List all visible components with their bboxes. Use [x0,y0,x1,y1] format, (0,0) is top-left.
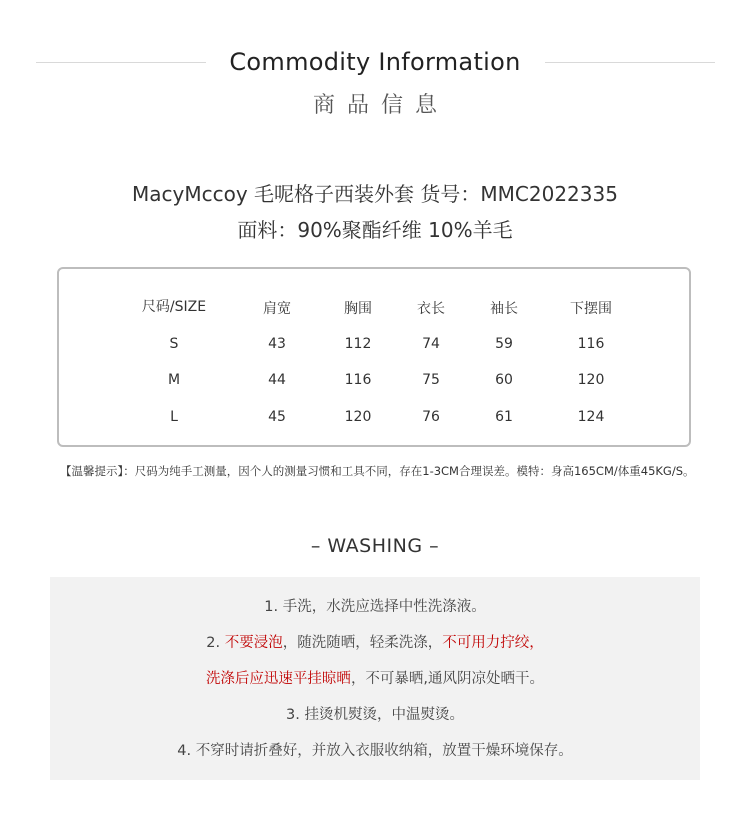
washing-warning-no-soak: 不要浸泡 [224,635,283,651]
table-cell: 45 [268,409,286,425]
washing-line-5: 4. 不穿时请折叠好，并放入衣服收纳箱，放置干燥环境保存。 [177,743,573,759]
size-tip-note: 【温馨提示】：尺码为纯手工测量，因个人的测量习惯和工具不同，存在1-3CM合理误差。模特：身高165CM/体重45KG/S。 [60,464,695,478]
table-cell: 59 [495,336,513,352]
table-cell: 112 [344,336,372,352]
table-cell-size-m: M [167,372,181,388]
section-title-chinese: 商品信息 [312,93,449,118]
washing-warning-no-wring: 不可用力拧绞， [442,635,544,651]
table-header-sleeve: 袖长 [490,301,518,317]
table-cell: 74 [422,336,440,352]
table-cell: 75 [422,372,440,388]
table-cell: 124 [577,409,605,425]
washing-line-4: 3. 挂烫机熨烫，中温熨烫。 [286,707,464,723]
washing-line-1: 1. 手洗，水洗应选择中性洗涤液。 [264,599,486,615]
table-cell: 44 [268,372,286,388]
table-cell: 120 [577,372,605,388]
size-table [57,267,691,447]
section-title-english: Commodity Information [229,48,521,76]
table-header-chest: 胸围 [344,301,372,317]
table-cell: 60 [495,372,513,388]
fabric-line: 面料：90%聚酯纤维 10%羊毛 [237,218,513,242]
table-header-hem: 下摆围 [570,301,612,317]
table-cell: 116 [344,372,372,388]
washing-title: – WASHING – [310,535,440,557]
table-cell: 43 [268,336,286,352]
table-cell: 120 [344,409,372,425]
washing-line-3-rest: ，不可暴晒,通风阴凉处晒干。 [350,671,545,687]
table-cell-size-l: L [170,409,178,425]
table-header-size: 尺码/SIZE [141,299,207,315]
table-cell-size-s: S [169,336,179,352]
table-header-length: 衣长 [417,301,445,317]
washing-line-2 [50,631,700,652]
table-header-shoulder: 肩宽 [263,301,291,317]
washing-warning-hang-dry: 洗涤后应迅速平挂晾晒 [205,671,351,687]
washing-line-2-middle: ，随洗随晒，轻柔洗涤， [282,635,443,651]
washing-line-2-prefix: 2. [206,635,225,651]
washing-line-3 [50,667,700,688]
product-name-line: MacyMccoy 毛呢格子西装外套 货号：MMC2022335 [132,182,618,206]
table-cell: 61 [495,409,513,425]
table-cell: 76 [422,409,440,425]
table-cell: 116 [577,336,605,352]
